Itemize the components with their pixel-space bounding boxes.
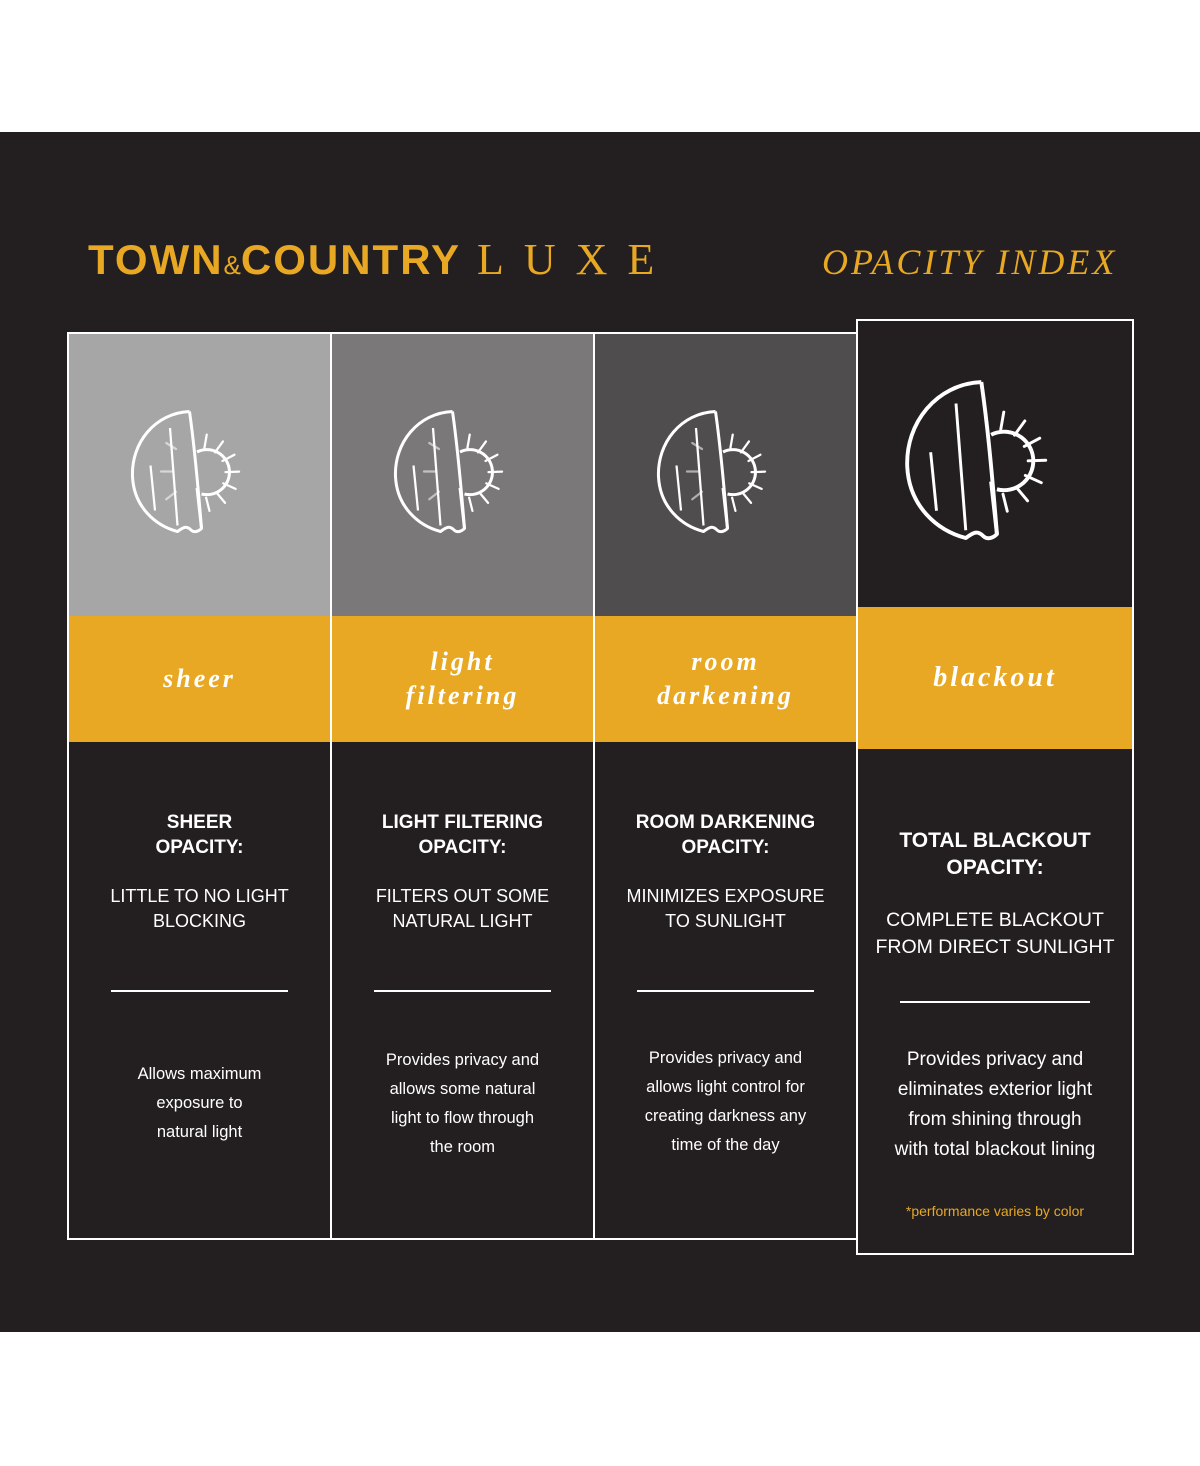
column-subtitle: LITTLE TO NO LIGHT BLOCKING (110, 886, 289, 931)
column-blackout-band (858, 607, 1132, 749)
column-description: Provides privacy and allows light control for creating darkness any time of the day (644, 1049, 807, 1154)
brand-ampersand: & (223, 250, 241, 280)
column-room-darkening-top (595, 334, 856, 616)
sun-curtain-svg (125, 398, 275, 548)
band-label: sheer (163, 664, 236, 693)
sun-curtain-svg (898, 365, 1093, 560)
sun-curtain-svg (388, 398, 538, 548)
column-subtitle: FILTERS OUT SOME NATURAL LIGHT (375, 886, 550, 931)
divider (900, 1001, 1090, 1003)
sun-curtain-icon (651, 398, 801, 552)
column-heading: SHEER OPACITY: (155, 812, 244, 858)
sun-curtain-icon (898, 365, 1093, 564)
column-light-filtering-top (332, 334, 593, 616)
brand-town: TOWN (88, 236, 224, 283)
column-sheer (67, 332, 332, 1240)
column-light-filtering-body (332, 742, 593, 1238)
band-label: room darkening (657, 647, 794, 710)
column-description: Provides privacy and eliminates exterior light from shining through with total blackout lining (894, 1049, 1096, 1160)
band-label: light filtering (405, 647, 520, 710)
column-room-darkening-band (595, 616, 856, 742)
divider (111, 990, 288, 992)
column-sheer-band (69, 616, 330, 742)
column-heading: TOTAL BLACKOUT OPACITY: (899, 829, 1091, 879)
brand-luxe: LUXE (477, 235, 675, 284)
column-description: Provides privacy and allows some natural light to flow through the room (385, 1051, 540, 1156)
column-light-filtering-band (332, 616, 593, 742)
performance-note: *performance varies by color (905, 1203, 1085, 1219)
brand-country: COUNTRY (240, 236, 461, 283)
column-heading: LIGHT FILTERING OPACITY: (381, 812, 544, 858)
column-room-darkening-body (595, 742, 856, 1238)
opacity-index-title: OPACITY INDEX (822, 242, 1118, 282)
column-light-filtering (330, 332, 595, 1240)
sun-curtain-icon (388, 398, 538, 552)
column-room-darkening (593, 332, 858, 1240)
column-sheer-top (69, 334, 330, 616)
divider (374, 990, 551, 992)
column-description: Allows maximum exposure to natural light (137, 1065, 262, 1141)
column-heading: ROOM DARKENING OPACITY: (635, 812, 816, 858)
column-sheer-body (69, 742, 330, 1238)
divider (637, 990, 814, 992)
brand-logo (88, 236, 674, 289)
column-blackout-top (858, 321, 1132, 607)
column-blackout (856, 319, 1134, 1255)
sun-curtain-svg (651, 398, 801, 548)
column-blackout-body (858, 749, 1132, 1253)
sun-curtain-icon (125, 398, 275, 552)
band-label: blackout (933, 662, 1057, 693)
column-subtitle: COMPLETE BLACKOUT FROM DIRECT SUNLIGHT (875, 909, 1115, 958)
column-subtitle: MINIMIZES EXPOSURE TO SUNLIGHT (626, 886, 825, 931)
